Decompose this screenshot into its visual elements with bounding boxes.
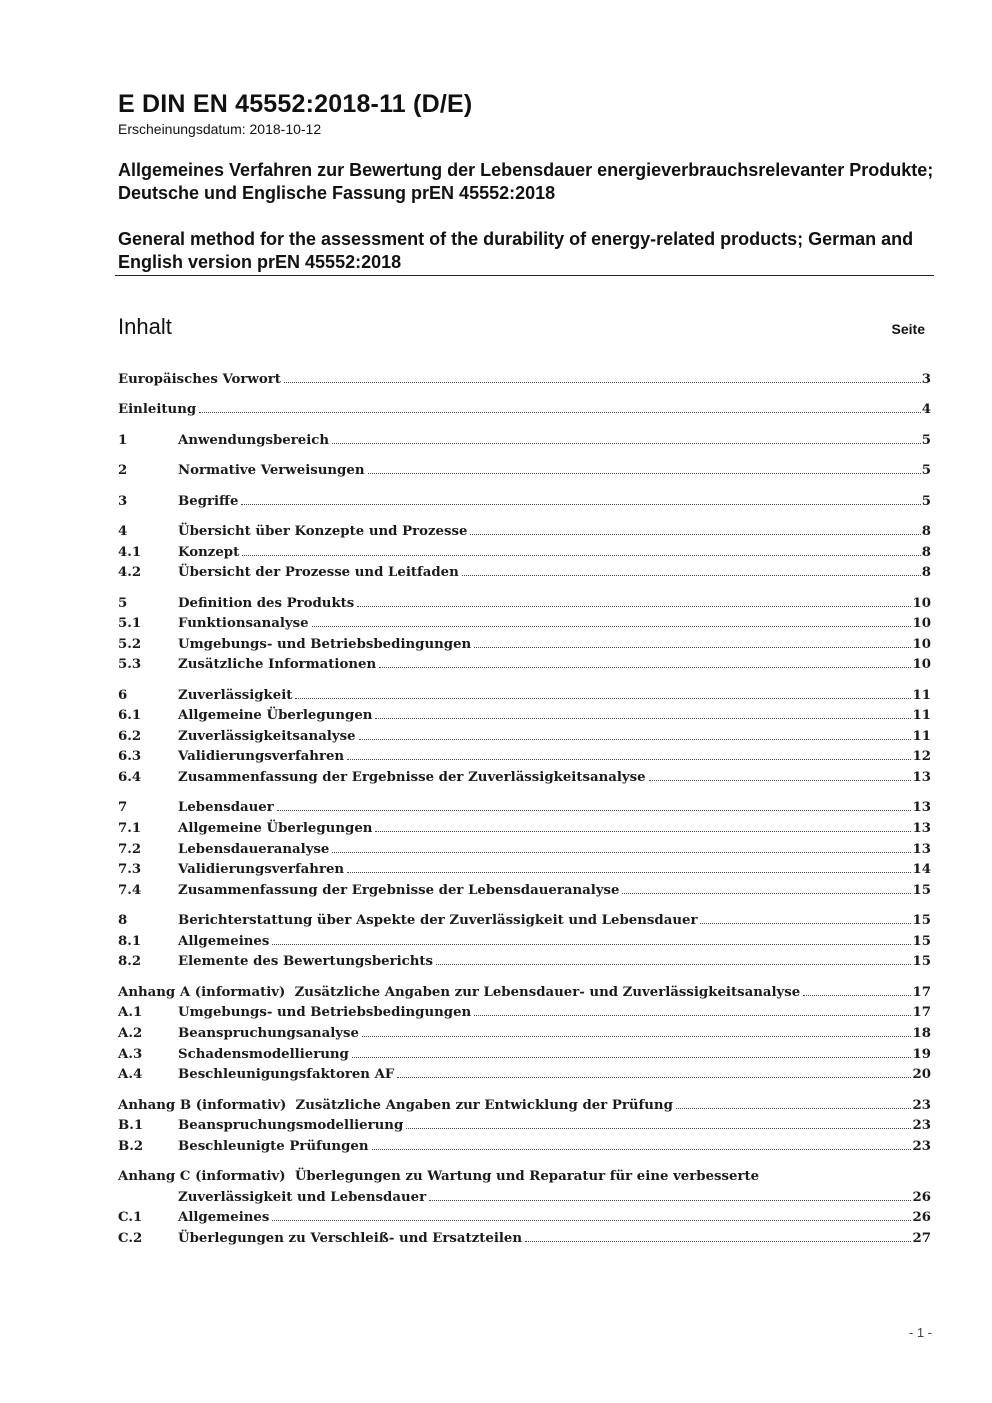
toc-entry-page: 5 — [921, 493, 931, 509]
toc-entry[interactable] — [118, 563, 931, 584]
toc-entry[interactable] — [118, 1096, 931, 1117]
toc-entry-page: 18 — [912, 1026, 931, 1041]
toc-entry-title: Umgebungs- und Betriebsbedingungen — [178, 1005, 472, 1021]
toc-dot-leader — [474, 647, 911, 648]
toc-dot-leader — [372, 1149, 912, 1150]
toc-group-spacer — [118, 482, 931, 492]
toc-entry-title: Zuverlässigkeitsanalyse — [178, 728, 356, 744]
toc-dot-leader — [347, 872, 911, 873]
toc-entry-page: 10 — [912, 595, 931, 611]
toc-entry[interactable] — [118, 1229, 931, 1250]
toc-entry-title: Umgebungs- und Betriebsbedingungen — [178, 636, 472, 652]
toc-entry-page: 5 — [921, 432, 931, 448]
toc-entry[interactable] — [118, 635, 931, 656]
toc-entry-number: 6.1 — [118, 708, 142, 724]
toc-entry-page: 8 — [921, 523, 931, 539]
toc-dot-leader — [525, 1241, 911, 1242]
toc-entry-number: 5 — [118, 595, 128, 611]
toc-dot-leader — [199, 412, 921, 413]
toc-entry-number: A.1 — [118, 1005, 143, 1021]
toc-entry[interactable] — [118, 543, 931, 564]
toc-entry-page: 13 — [912, 821, 931, 837]
toc-entry-page: 26 — [912, 1189, 931, 1205]
toc-entry-page: 13 — [912, 841, 931, 857]
toc-entry-number: 4 — [118, 523, 128, 539]
toc-entry[interactable] — [118, 370, 931, 391]
toc-group-spacer — [118, 973, 931, 983]
toc-dot-leader — [272, 944, 911, 945]
toc-page-column-label: Seite — [891, 321, 925, 337]
toc-dot-leader — [368, 473, 921, 474]
toc-entry-page: 20 — [912, 1067, 931, 1083]
toc-entry-title: Validierungsverfahren — [178, 862, 345, 878]
toc-entry[interactable] — [118, 522, 931, 543]
toc-dot-leader — [242, 555, 920, 556]
toc-dot-leader — [375, 831, 911, 832]
toc-entry[interactable] — [118, 881, 931, 902]
toc-entry-title: Übersicht der Prozesse und Leitfaden — [178, 565, 459, 581]
toc-entry-title: Berichterstattung über Aspekte der Zuverlässigkeit und Lebensdauer — [178, 913, 698, 929]
toc-entry-title: Definition des Produkts — [178, 595, 355, 611]
toc-entry[interactable] — [118, 1167, 931, 1188]
toc-entry-page: 27 — [912, 1230, 931, 1246]
toc-entry-page: 23 — [912, 1118, 931, 1134]
toc-entry[interactable] — [118, 952, 931, 973]
toc-entry-number: C.2 — [118, 1230, 143, 1246]
toc-entry-title: Allgemeines — [178, 1210, 270, 1226]
toc-entry-number: 8 — [118, 913, 128, 929]
toc-entry-number: 3 — [118, 493, 128, 509]
toc-dot-leader — [359, 739, 912, 740]
toc-entry-page: 13 — [912, 800, 931, 816]
toc-entry-page: 15 — [912, 933, 931, 949]
toc-dot-leader — [362, 1036, 912, 1037]
toc-entry-number: 2 — [118, 463, 128, 479]
toc-entry-number: 6.4 — [118, 770, 142, 786]
toc-entry-page: 14 — [912, 862, 931, 878]
toc-group-spacer — [118, 1157, 931, 1167]
toc-dot-leader — [357, 606, 911, 607]
toc-entry-page: 15 — [912, 913, 931, 929]
toc-entry-page: 8 — [921, 565, 931, 581]
title-german: Allgemeines Verfahren zur Bewertung der Lebensdauer energieverbrauchsrelevanter Produkte; Deutsche und Englische Fassung prEN 45552:2018 — [118, 160, 934, 203]
toc-entry-page: 26 — [912, 1210, 931, 1226]
page-number: - 1 - — [908, 1325, 932, 1340]
toc-entry-title: Allgemeine Überlegungen — [178, 821, 373, 837]
toc-dot-leader — [474, 1015, 911, 1016]
toc-entry[interactable] — [118, 727, 931, 748]
toc-entry-number: 7.4 — [118, 882, 142, 898]
toc-entry[interactable] — [118, 1003, 931, 1024]
toc-entry-title: Einleitung — [118, 402, 197, 418]
toc-entry-number: 6 — [118, 687, 128, 703]
toc-entry-title: Beanspruchungsanalyse — [178, 1026, 359, 1041]
toc-dot-leader — [295, 698, 911, 699]
toc-entry[interactable] — [118, 400, 931, 421]
toc-dot-leader — [347, 759, 911, 760]
toc-dot-leader — [332, 443, 921, 444]
toc-entry[interactable] — [118, 860, 931, 881]
toc-entry-page: 13 — [912, 770, 931, 786]
toc-dot-leader — [375, 718, 911, 719]
toc-heading: Inhalt — [118, 314, 172, 339]
title-english: General method for the assessment of the durability of energy-related products; German and English version prEN 45552:2018 — [118, 229, 914, 272]
toc-dot-leader — [352, 1057, 912, 1058]
toc-entry-title: Beschleunigte Prüfungen — [178, 1138, 369, 1154]
toc-group-spacer — [118, 451, 931, 461]
toc-entry-title: Lebensdauer — [178, 800, 274, 816]
toc-entry[interactable] — [118, 655, 931, 676]
toc-entry-title: Validierungsverfahren — [178, 749, 345, 765]
toc-entry-title: Allgemeine Überlegungen — [178, 708, 373, 724]
toc-entry-number: A.2 — [118, 1026, 143, 1041]
toc-entry-title: Allgemeines — [178, 933, 270, 949]
toc-dot-leader — [429, 1200, 911, 1201]
toc-entry-title: Zusammenfassung der Ergebnisse der Lebensdaueranalyse — [178, 882, 620, 898]
toc-entry-title-continued: Zuverlässigkeit und Lebensdauer — [178, 1189, 427, 1205]
toc-entry-number: 6.2 — [118, 728, 142, 744]
toc-entry-number: A.4 — [118, 1067, 143, 1083]
toc-entry-page: 8 — [921, 544, 931, 560]
toc-dot-leader — [470, 534, 920, 535]
toc-entry-number: 1 — [118, 432, 128, 448]
toc-entry-page: 11 — [912, 708, 931, 724]
toc-entry-page: 23 — [912, 1097, 931, 1113]
toc-entry-number: C.1 — [118, 1210, 143, 1226]
toc-entry-number: 8.1 — [118, 933, 142, 949]
toc-entry-page: 23 — [912, 1138, 931, 1154]
toc-entry-page: 15 — [912, 954, 931, 970]
toc-entry-title: Europäisches Vorwort — [118, 372, 281, 387]
toc-group-spacer — [118, 421, 931, 431]
toc-entry-page: 19 — [912, 1046, 931, 1062]
toc-entry[interactable] — [118, 1024, 931, 1045]
toc-entry-title: Schadensmodellierung — [178, 1046, 349, 1062]
toc-dot-leader — [700, 923, 911, 924]
toc-entry[interactable] — [118, 768, 931, 789]
toc-dot-leader — [379, 667, 911, 668]
toc-entry-title: Anhang A (informativ) Zusätzliche Angaben zur Lebensdauer- und Zuverlässigkeitsanalyse — [118, 984, 801, 1000]
toc-dot-leader — [406, 1128, 911, 1129]
toc-entry-number: 7.3 — [118, 862, 142, 878]
toc-entry-page: 10 — [912, 657, 931, 673]
toc-entry-title: Elemente des Bewertungsberichts — [178, 954, 434, 970]
toc-entry[interactable] — [118, 1208, 931, 1229]
toc-entry[interactable] — [118, 983, 931, 1004]
toc-entry-title: Übersicht über Konzepte und Prozesse — [178, 523, 468, 539]
toc-entry-page: 12 — [912, 749, 931, 765]
toc-entry-title: Anhang C (informativ) Überlegungen zu Wartung und Reparatur für eine verbesserte — [118, 1169, 760, 1185]
toc-entry-number: B.1 — [118, 1118, 144, 1134]
toc-dot-leader — [803, 995, 911, 996]
toc-entry-title: Zuverlässigkeit — [178, 687, 293, 703]
header-divider — [115, 275, 934, 276]
toc-entry-title: Anhang B (informativ) Zusätzliche Angaben zur Entwicklung der Prüfung — [118, 1097, 673, 1113]
toc-entry[interactable] — [118, 492, 931, 513]
toc-entry[interactable] — [118, 594, 931, 615]
document-id: E DIN EN 45552:2018-11 (D/E) — [118, 90, 473, 118]
toc-entry-page: 10 — [912, 616, 931, 632]
toc-entry-page: 11 — [912, 728, 931, 744]
toc-dot-leader — [436, 964, 911, 965]
toc-entry[interactable] — [118, 614, 931, 635]
toc-dot-leader — [649, 780, 912, 781]
toc-entry[interactable] — [118, 1065, 931, 1086]
toc-entry[interactable] — [118, 911, 931, 932]
toc-group-spacer — [118, 1086, 931, 1096]
toc-dot-leader — [622, 893, 911, 894]
toc-entry-title: Konzept — [178, 544, 240, 560]
toc-entry-page: 10 — [912, 636, 931, 652]
toc-dot-leader — [277, 810, 912, 811]
toc-entry[interactable] — [118, 840, 931, 861]
publication-date: Erscheinungsdatum: 2018-10-12 — [118, 121, 322, 137]
toc-entry-number: A.3 — [118, 1046, 143, 1062]
toc-dot-leader — [397, 1077, 911, 1078]
toc-entry-number: 7 — [118, 800, 128, 816]
toc-entry-page: 4 — [921, 402, 931, 418]
toc-entry-title: Anwendungsbereich — [178, 432, 330, 448]
toc-group-spacer — [118, 391, 931, 401]
toc-entry-title: Lebensdaueranalyse — [178, 841, 330, 857]
toc-entry-title: Beanspruchungsmodellierung — [178, 1118, 404, 1134]
toc-entry-number: 6.3 — [118, 749, 142, 765]
toc-dot-leader — [284, 382, 921, 383]
table-of-contents — [118, 370, 931, 1250]
toc-entry-title: Zusätzliche Informationen — [178, 657, 377, 673]
toc-entry[interactable] — [118, 686, 931, 707]
toc-dot-leader — [272, 1220, 911, 1221]
toc-entry-number: 4.2 — [118, 565, 142, 581]
toc-entry-title: Überlegungen zu Verschleiß- und Ersatzteilen — [178, 1230, 523, 1246]
toc-entry-page: 17 — [912, 1005, 931, 1021]
toc-entry-number: 8.2 — [118, 954, 142, 970]
toc-group-spacer — [118, 901, 931, 911]
toc-entry-title: Funktionsanalyse — [178, 616, 309, 632]
toc-entry-number: 5.3 — [118, 657, 142, 673]
toc-entry[interactable] — [118, 819, 931, 840]
toc-entry-page: 15 — [912, 882, 931, 898]
toc-entry-page: 3 — [921, 372, 931, 387]
toc-entry-title: Zusammenfassung der Ergebnisse der Zuverlässigkeitsanalyse — [178, 770, 646, 786]
toc-entry-number: 7.2 — [118, 841, 142, 857]
toc-dot-leader — [676, 1108, 912, 1109]
toc-dot-leader — [241, 504, 920, 505]
toc-entry-title: Beschleunigungsfaktoren AF — [178, 1067, 395, 1083]
toc-entry-number: 5.1 — [118, 616, 142, 632]
toc-entry-title: Begriffe — [178, 493, 239, 509]
toc-entry[interactable] — [118, 932, 931, 953]
toc-entry-number: 7.1 — [118, 821, 142, 837]
toc-entry[interactable] — [118, 1045, 931, 1066]
toc-group-spacer — [118, 512, 931, 522]
toc-group-spacer — [118, 584, 931, 594]
toc-group-spacer — [118, 676, 931, 686]
toc-entry-page: 17 — [912, 984, 931, 1000]
toc-entry-number: 4.1 — [118, 544, 142, 560]
toc-entry[interactable] — [118, 461, 931, 482]
toc-entry[interactable] — [118, 747, 931, 768]
toc-entry[interactable] — [118, 1116, 931, 1137]
toc-entry-number: B.2 — [118, 1138, 144, 1154]
toc-entry[interactable] — [118, 706, 931, 727]
toc-entry-continuation[interactable] — [118, 1188, 931, 1209]
toc-dot-leader — [332, 852, 911, 853]
toc-entry-title: Normative Verweisungen — [178, 463, 365, 479]
toc-entry-page: 5 — [921, 463, 931, 479]
toc-entry[interactable] — [118, 431, 931, 452]
toc-group-spacer — [118, 789, 931, 799]
toc-dot-leader — [462, 575, 921, 576]
toc-entry[interactable] — [118, 798, 931, 819]
toc-entry[interactable] — [118, 1137, 931, 1158]
toc-entry-number: 5.2 — [118, 636, 142, 652]
toc-dot-leader — [312, 626, 912, 627]
toc-entry-page: 11 — [912, 687, 931, 703]
